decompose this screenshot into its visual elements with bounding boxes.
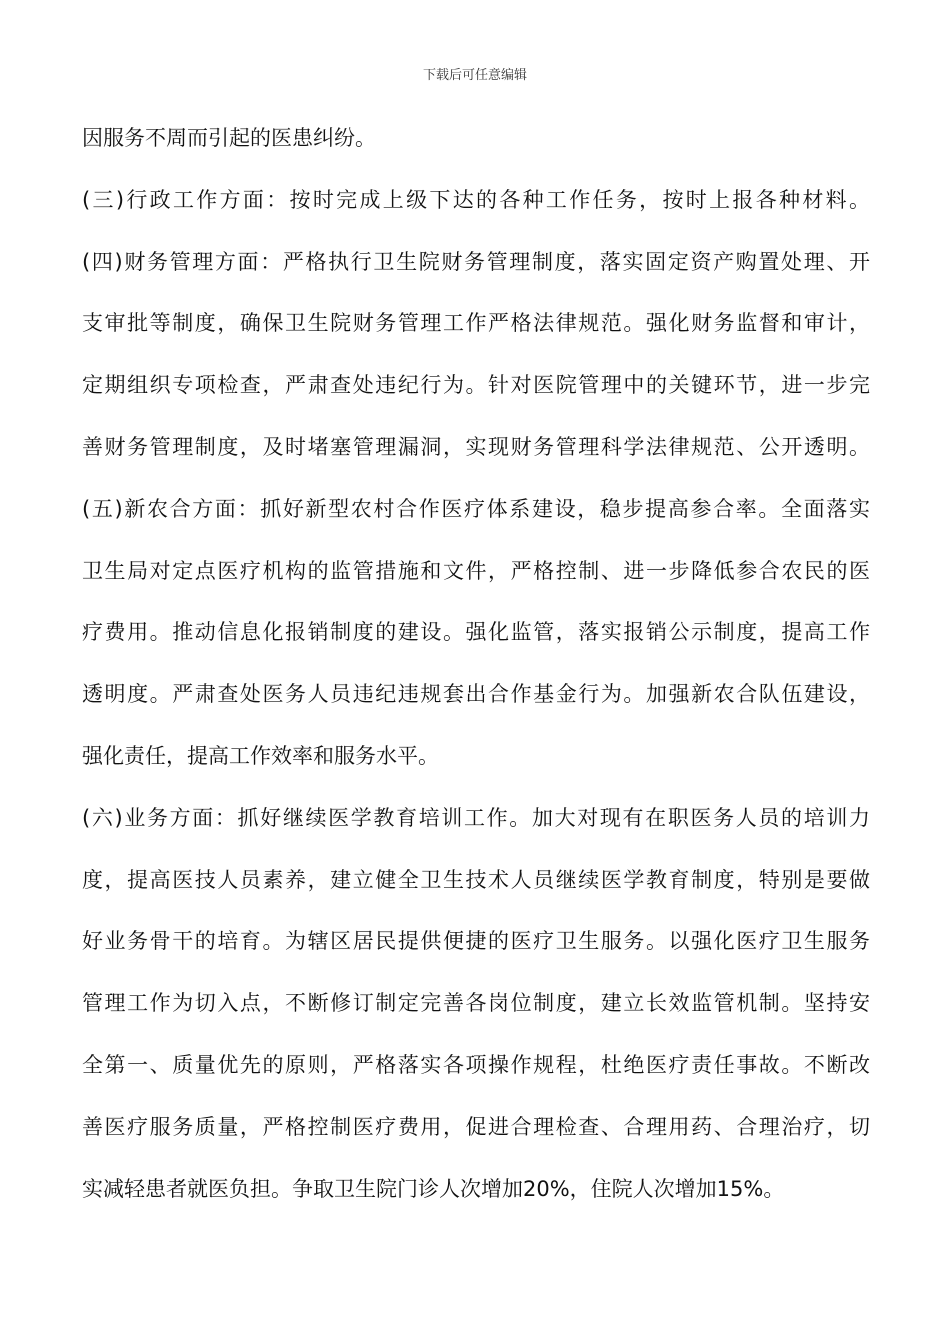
paragraph-line: (三)行政工作方面：按时完成上级下达的各种工作任务，按时上报各种材料。: [82, 187, 870, 212]
paragraph-line: 透明度。严肃查处医务人员违纪违规套出合作基金行为。加强新农合队伍建设，: [82, 682, 870, 707]
paragraph-line: 定期组织专项检查，严肃查处违纪行为。针对医院管理中的关键环节，进一步完: [82, 373, 870, 398]
page-header: 下载后可任意编辑: [422, 68, 527, 83]
paragraph-line: 全第一、质量优先的原则，严格落实各项操作规程，杜绝医疗责任事故。不断改: [82, 1052, 870, 1077]
paragraph-line: (四)财务管理方面：严格执行卫生院财务管理制度，落实固定资产购置处理、开: [82, 249, 870, 274]
paragraph-line: (五)新农合方面：抓好新型农村合作医疗体系建设，稳步提高参合率。全面落实: [82, 496, 870, 521]
document-body: [82, 108, 870, 1220]
paragraph-line: 实减轻患者就医负担。争取卫生院门诊人次增加20%，住院人次增加15%。: [82, 1176, 785, 1201]
paragraph-line: 善财务管理制度，及时堵塞管理漏洞，实现财务管理科学法律规范、公开透明。: [82, 434, 870, 459]
paragraph-line: (六)业务方面：抓好继续医学教育培训工作。加大对现有在职医务人员的培训力: [82, 805, 870, 830]
paragraph-line: 强化责任，提高工作效率和服务水平。: [82, 743, 439, 768]
paragraph-line: 因服务不周而引起的医患纠纷。: [82, 126, 376, 150]
paragraph-line: 卫生局对定点医疗机构的监管措施和文件，严格控制、进一步降低参合农民的医: [82, 558, 870, 583]
paragraph-line: 善医疗服务质量，严格控制医疗费用，促进合理检查、合理用药、合理治疗，切: [82, 1114, 870, 1139]
paragraph-line: 好业务骨干的培育。为辖区居民提供便捷的医疗卫生服务。以强化医疗卫生服务: [82, 929, 870, 954]
paragraph-line: 度，提高医技人员素养，建立健全卫生技术人员继续医学教育制度，特别是要做: [82, 867, 870, 892]
paragraph-line: 支审批等制度，确保卫生院财务管理工作严格法律规范。强化财务监督和审计，: [82, 311, 870, 336]
paragraph-line: 疗费用。推动信息化报销制度的建设。强化监管，落实报销公示制度，提高工作: [82, 620, 870, 645]
paragraph-line: 管理工作为切入点，不断修订制定完善各岗位制度，建立长效监管机制。坚持安: [82, 991, 870, 1016]
